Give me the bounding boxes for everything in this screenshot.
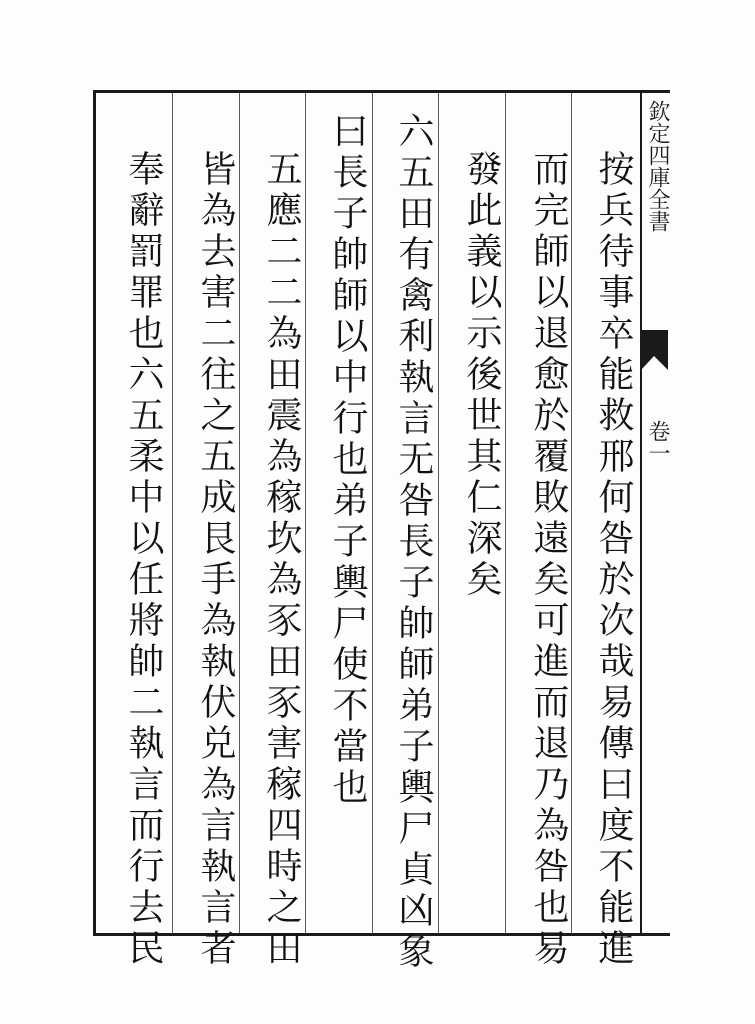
column-rule	[172, 93, 173, 933]
text-column-4: 六五田有禽利執言无咎長子帥師弟子輿尸貞凶象	[393, 112, 434, 973]
margin-volume-number: 卷一	[645, 420, 670, 464]
text-column-5: 曰長子帥師以中行也弟子輿尸使不當也	[327, 112, 368, 809]
text-column-2: 而完師以退愈於覆敗遠矣可進而退乃為咎也易	[528, 150, 569, 970]
text-column-1: 按兵待事卒能救邢何咎於次哉易傳曰度不能進	[593, 150, 634, 970]
column-rule	[438, 93, 439, 933]
fish-tail-mark-icon	[641, 330, 668, 370]
text-column-8: 奉辭罰罪也六五柔中以任將帥二執言而行去民	[123, 150, 164, 970]
text-column-7: 皆為去害二往之五成艮手為執伏兑為言執言者	[195, 150, 236, 970]
column-rule	[372, 93, 373, 933]
column-rule	[571, 93, 572, 933]
text-column-6: 五應二二為田震為稼坎為豕田豕害稼四時之田	[261, 150, 302, 970]
column-rule	[239, 93, 240, 933]
column-rule	[505, 93, 506, 933]
column-rule	[305, 93, 306, 933]
text-column-3: 發此義以示後世其仁深矣	[461, 150, 502, 601]
margin-book-title: 欽定四庫全書	[645, 100, 670, 232]
